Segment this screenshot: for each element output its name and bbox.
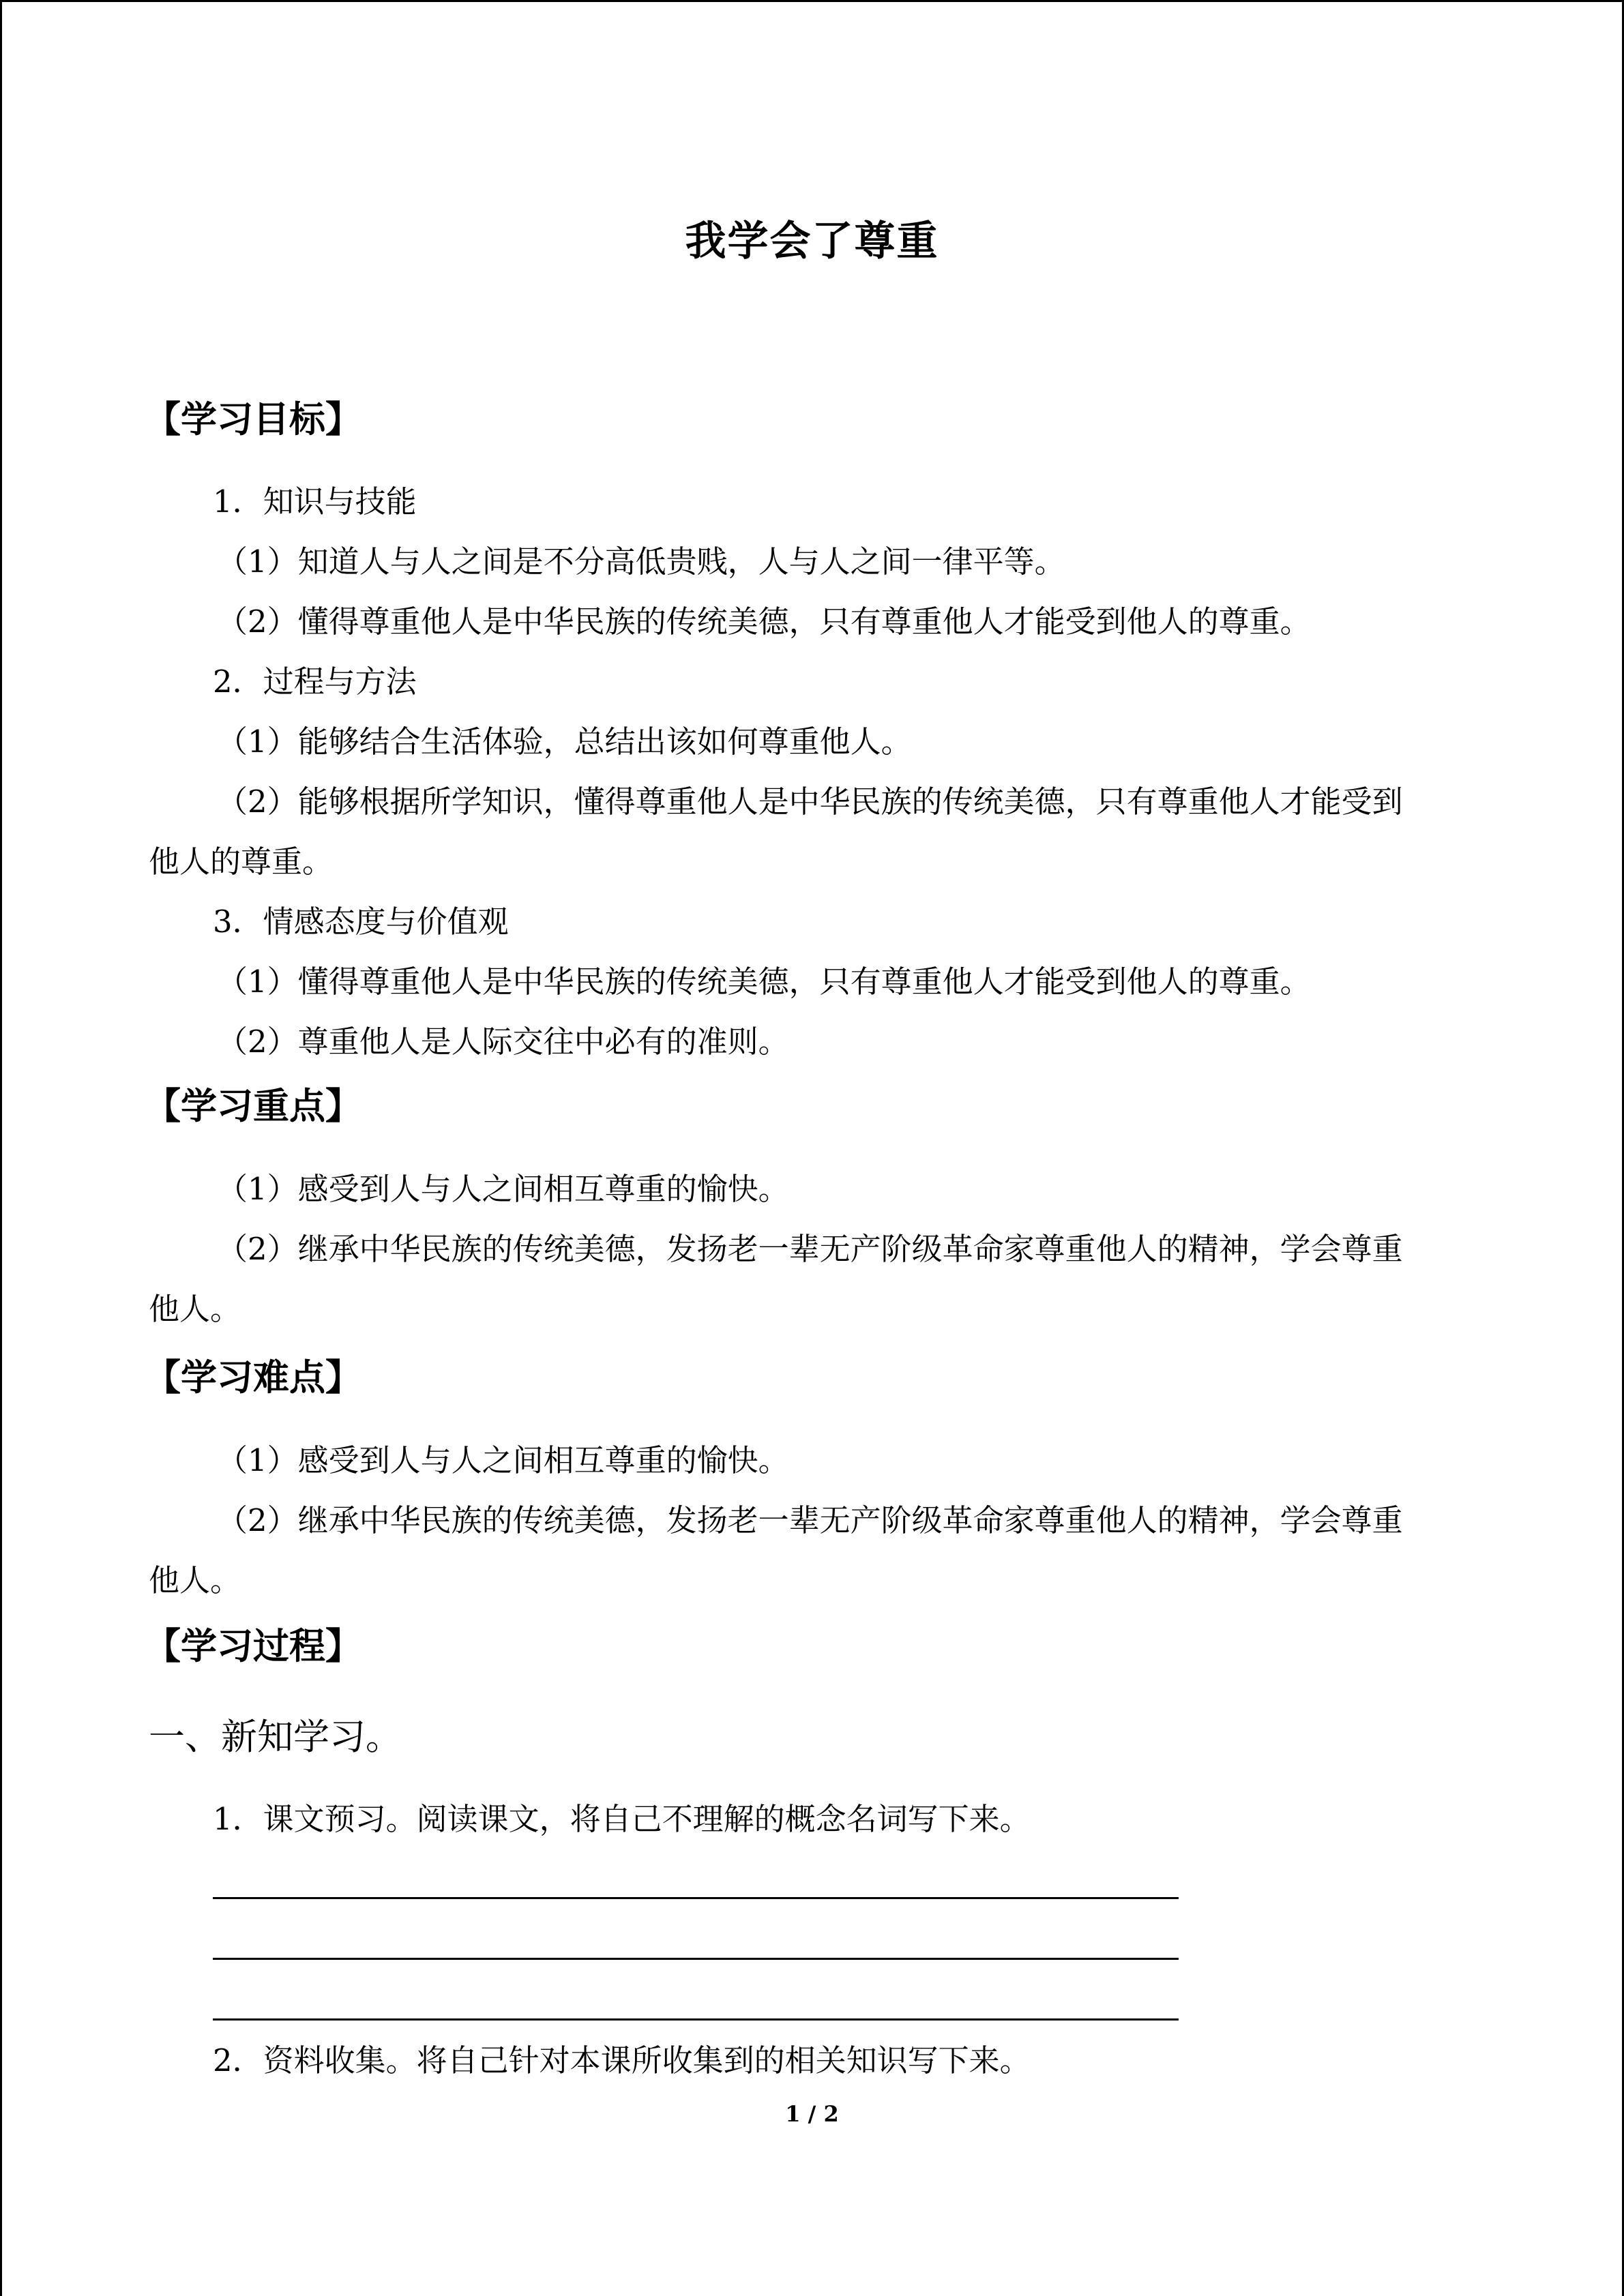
difficulty-item-2-line-1: （2）继承中华民族的传统美德，发扬老一辈无产阶级革命家尊重他人的精神，学会尊重 <box>217 1502 1403 1538</box>
page-title: 我学会了尊重 <box>685 218 939 265</box>
focus-item-2-line-1: （2）继承中华民族的传统美德，发扬老一辈无产阶级革命家尊重他人的精神，学会尊重 <box>217 1231 1403 1267</box>
process-method-title: 2．过程与方法 <box>213 664 417 700</box>
process-item-1: （1）能够结合生活体验，总结出该如何尊重他人。 <box>217 724 912 760</box>
task-collect-materials: 2．资料收集。将自己针对本课所收集到的相关知识写下来。 <box>213 2042 1031 2078</box>
difficulty-heading: 【学习难点】 <box>145 1356 361 1399</box>
answer-line-1[interactable] <box>213 1897 1179 1899</box>
knowledge-item-1: （1）知道人与人之间是不分高低贵贱，人与人之间一律平等。 <box>217 543 1065 580</box>
knowledge-skills-title: 1．知识与技能 <box>213 483 417 520</box>
focus-heading: 【学习重点】 <box>145 1085 361 1127</box>
answer-line-2[interactable] <box>213 1958 1179 1960</box>
process-item-2-line-2: 他人的尊重。 <box>149 844 334 880</box>
process-item-2-line-1: （2）能够根据所学知识，懂得尊重他人是中华民族的传统美德，只有尊重他人才能受到 <box>217 784 1403 820</box>
focus-item-2-line-2: 他人。 <box>149 1291 241 1327</box>
answer-line-3[interactable] <box>213 2018 1179 2021</box>
difficulty-item-2-line-2: 他人。 <box>149 1562 241 1598</box>
emotion-values-title: 3．情感态度与价值观 <box>213 904 509 940</box>
emotion-item-1: （1）懂得尊重他人是中华民族的传统美德，只有尊重他人才能受到他人的尊重。 <box>217 964 1311 1000</box>
section-new-knowledge: 一、新知学习。 <box>149 1716 402 1758</box>
page-border-top <box>0 0 1624 2</box>
difficulty-item-1: （1）感受到人与人之间相互尊重的愉快。 <box>217 1442 789 1478</box>
focus-item-1: （1）感受到人与人之间相互尊重的愉快。 <box>217 1171 789 1207</box>
page-number: 1 / 2 <box>785 2101 839 2127</box>
process-heading: 【学习过程】 <box>145 1625 361 1667</box>
goals-heading: 【学习目标】 <box>145 398 361 441</box>
page-border-left <box>0 0 2 2296</box>
task-preview: 1．课文预习。阅读课文，将自己不理解的概念名词写下来。 <box>213 1801 1031 1837</box>
emotion-item-2: （2）尊重他人是人际交往中必有的准则。 <box>217 1024 789 1060</box>
knowledge-item-2: （2）懂得尊重他人是中华民族的传统美德，只有尊重他人才能受到他人的尊重。 <box>217 603 1311 640</box>
